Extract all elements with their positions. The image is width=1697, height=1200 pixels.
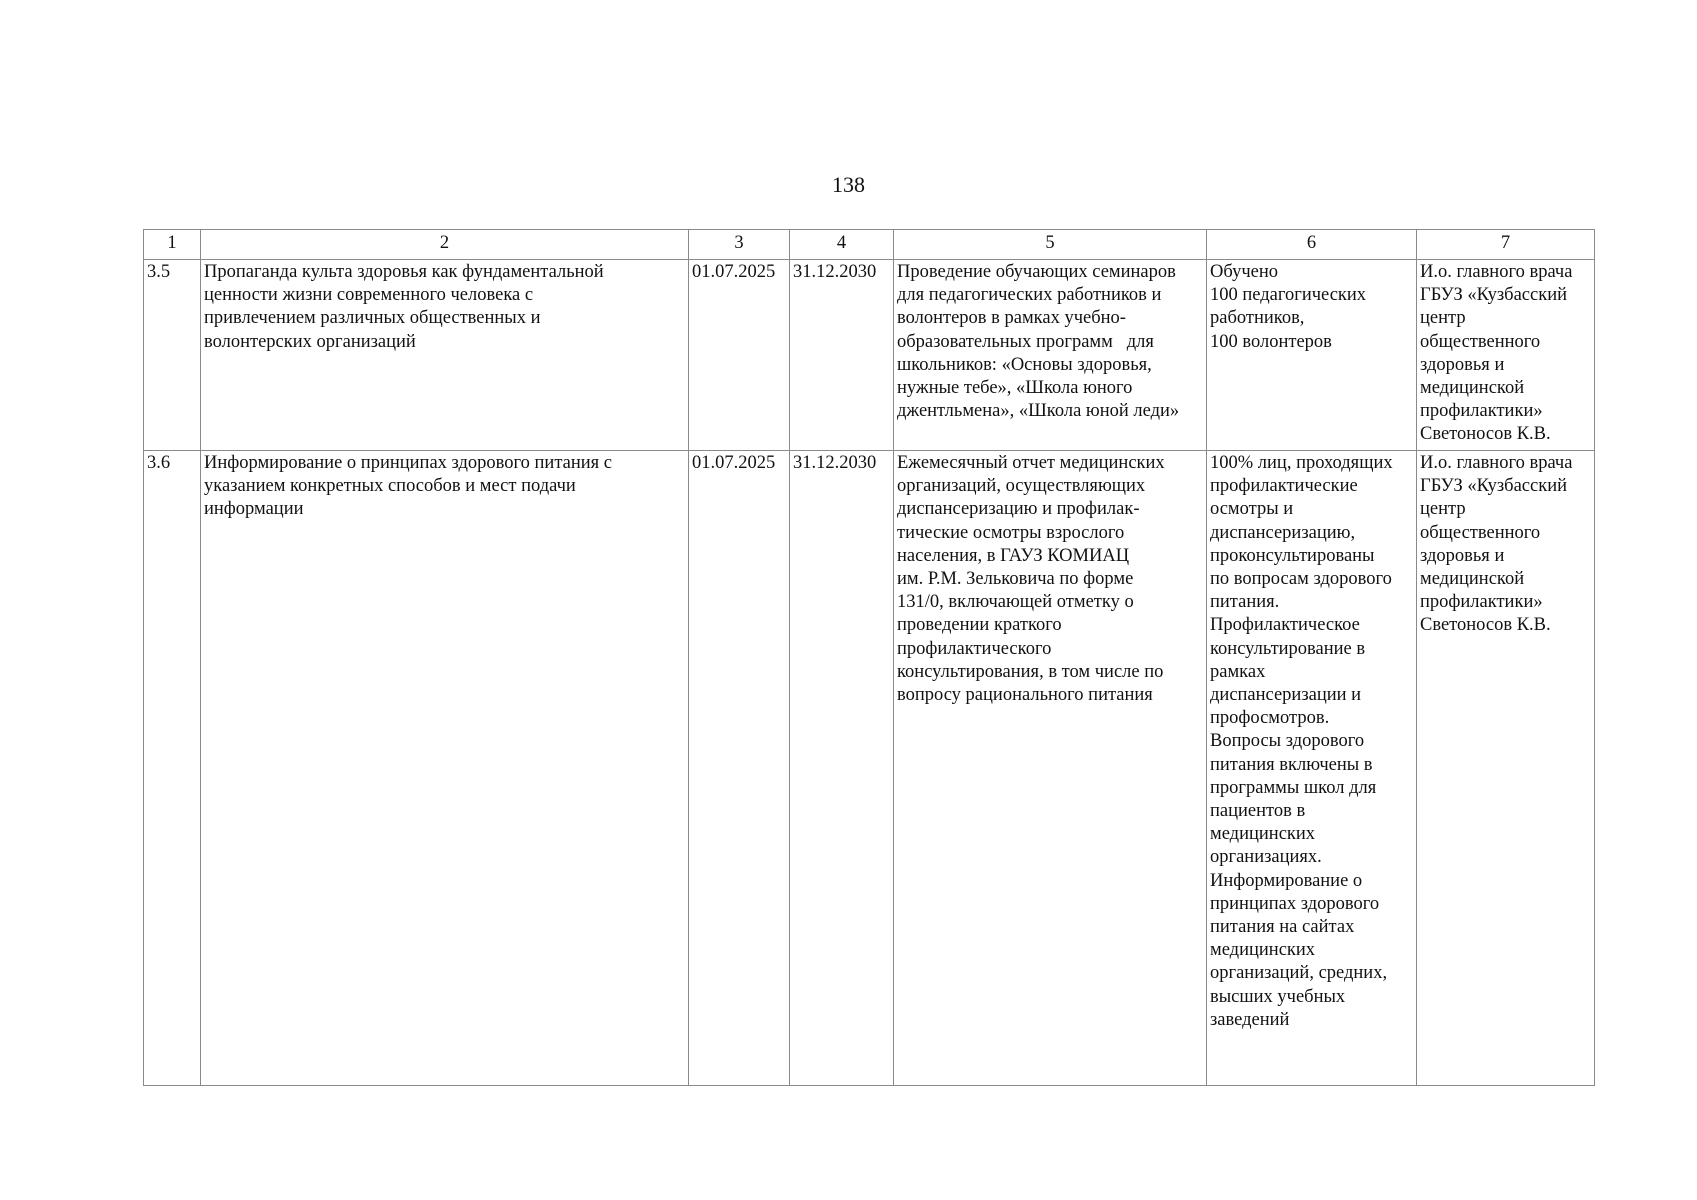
text-line: общественного bbox=[1420, 522, 1541, 543]
start-date: 01.07.2025 bbox=[689, 260, 790, 451]
column-header: 1 bbox=[144, 230, 201, 260]
text-line: общественного bbox=[1420, 331, 1541, 352]
text-line: медицинских bbox=[1210, 824, 1316, 845]
text-line: образовательных программ для bbox=[897, 331, 1154, 352]
activity-cell bbox=[201, 451, 689, 1086]
text-line: здоровья и bbox=[1420, 545, 1505, 566]
text-line: высших учебных bbox=[1210, 986, 1346, 1007]
text-line: ГБУЗ «Кузбасский bbox=[1420, 285, 1568, 306]
text-line: джентльмена», «Школа юной леди» bbox=[897, 401, 1180, 422]
text-line: программы школ для bbox=[1210, 777, 1377, 798]
text-line: Светоносов К.В. bbox=[1420, 424, 1551, 445]
column-header: 5 bbox=[894, 230, 1207, 260]
responsible-cell bbox=[1417, 260, 1595, 451]
table-row bbox=[144, 260, 1595, 451]
responsible-cell bbox=[1417, 451, 1595, 1086]
indicator-cell bbox=[1207, 451, 1417, 1086]
text-line: волонтеров в рамках учебно- bbox=[897, 308, 1126, 329]
plan-table bbox=[143, 229, 1595, 1086]
text-line: диспансеризацию, bbox=[1210, 522, 1356, 543]
column-header: 7 bbox=[1417, 230, 1595, 260]
text-line: профилактические bbox=[1210, 476, 1358, 497]
column-header: 4 bbox=[790, 230, 894, 260]
text-line: указанием конкретных способов и мест подачи bbox=[204, 476, 576, 497]
text-line: 100 волонтеров bbox=[1210, 331, 1332, 352]
text-line: профосмотров. bbox=[1210, 708, 1330, 729]
text-line: работников, bbox=[1210, 308, 1305, 329]
text-line: консультирование в bbox=[1210, 638, 1366, 659]
text-line: И.о. главного врача bbox=[1420, 453, 1573, 473]
text-line: организациях. bbox=[1210, 847, 1322, 868]
text-line: профилактики» bbox=[1420, 401, 1543, 422]
text-line: Профилактическое bbox=[1210, 615, 1360, 636]
text-line: осмотры и bbox=[1210, 499, 1294, 520]
table-row bbox=[144, 451, 1595, 1086]
text-line: населения, в ГАУЗ КОМИАЦ bbox=[897, 545, 1130, 566]
header-row bbox=[144, 230, 1595, 260]
result-cell bbox=[894, 260, 1207, 451]
end-date: 31.12.2030 bbox=[790, 260, 894, 451]
text-line: диспансеризации и bbox=[1210, 685, 1362, 706]
end-date: 31.12.2030 bbox=[790, 451, 894, 1086]
column-header: 2 bbox=[201, 230, 689, 260]
text-line: 131/0, включающей отметку о bbox=[897, 592, 1134, 613]
activity-cell bbox=[201, 260, 689, 451]
text-line: организаций, осуществляющих bbox=[897, 476, 1146, 497]
text-line: центр bbox=[1420, 499, 1466, 520]
text-line: проконсультированы bbox=[1210, 545, 1375, 566]
text-line: ценности жизни современного человека с bbox=[204, 285, 534, 306]
column-header: 3 bbox=[689, 230, 790, 260]
text-line: 100 педагогических bbox=[1210, 285, 1367, 306]
text-line: привлечением различных общественных и bbox=[204, 308, 541, 329]
text-line: медицинской bbox=[1420, 569, 1525, 590]
text-line: организаций, средних, bbox=[1210, 963, 1388, 984]
text-line: консультирования, в том числе по bbox=[897, 661, 1164, 682]
text-line: рамках bbox=[1210, 661, 1266, 682]
text-line: Обучено bbox=[1210, 262, 1278, 282]
text-line: проведении краткого bbox=[897, 615, 1062, 636]
text-line: диспансеризацию и профилак- bbox=[897, 499, 1140, 520]
text-line: нужные тебе», «Школа юного bbox=[897, 378, 1133, 399]
text-line: заведений bbox=[1210, 1009, 1290, 1030]
text-line: медицинской bbox=[1420, 378, 1525, 399]
column-header: 6 bbox=[1207, 230, 1417, 260]
text-line: Информирование о принципах здорового питания с bbox=[204, 453, 612, 473]
text-line: тические осмотры взрослого bbox=[897, 522, 1125, 543]
text-line: пациентов в bbox=[1210, 801, 1306, 822]
text-line: 100% лиц, проходящих bbox=[1210, 453, 1393, 473]
text-line: для педагогических работников и bbox=[897, 285, 1162, 306]
text-line: питания на сайтах bbox=[1210, 917, 1355, 938]
text-line: профилактики» bbox=[1420, 592, 1543, 613]
text-line: информации bbox=[204, 499, 304, 520]
text-line: Вопросы здорового bbox=[1210, 731, 1365, 752]
text-line: И.о. главного врача bbox=[1420, 262, 1573, 282]
start-date: 01.07.2025 bbox=[689, 451, 790, 1086]
text-line: по вопросам здорового bbox=[1210, 569, 1392, 590]
text-line: Пропаганда культа здоровья как фундаментальной bbox=[204, 262, 604, 282]
text-line: школьников: «Основы здоровья, bbox=[897, 354, 1152, 375]
text-line: ГБУЗ «Кузбасский bbox=[1420, 476, 1568, 497]
result-cell bbox=[894, 451, 1207, 1086]
text-line: питания. bbox=[1210, 592, 1280, 613]
text-line: медицинских bbox=[1210, 940, 1316, 961]
text-line: питания включены в bbox=[1210, 754, 1373, 775]
text-line: Проведение обучающих семинаров bbox=[897, 262, 1176, 282]
text-line: волонтерских организаций bbox=[204, 331, 416, 352]
page-number: 138 bbox=[832, 172, 865, 197]
text-line: вопросу рационального питания bbox=[897, 685, 1153, 706]
text-line: принципах здорового bbox=[1210, 893, 1380, 914]
indicator-cell bbox=[1207, 260, 1417, 451]
row-number: 3.6 bbox=[144, 451, 201, 1086]
text-line: профилактического bbox=[897, 638, 1052, 659]
text-line: им. Р.М. Зельковича по форме bbox=[897, 569, 1134, 590]
text-line: Светоносов К.В. bbox=[1420, 615, 1551, 636]
text-line: Информирование о bbox=[1210, 870, 1363, 891]
text-line: здоровья и bbox=[1420, 354, 1505, 375]
text-line: центр bbox=[1420, 308, 1466, 329]
text-line: Ежемесячный отчет медицинских bbox=[897, 453, 1165, 473]
row-number: 3.5 bbox=[144, 260, 201, 451]
